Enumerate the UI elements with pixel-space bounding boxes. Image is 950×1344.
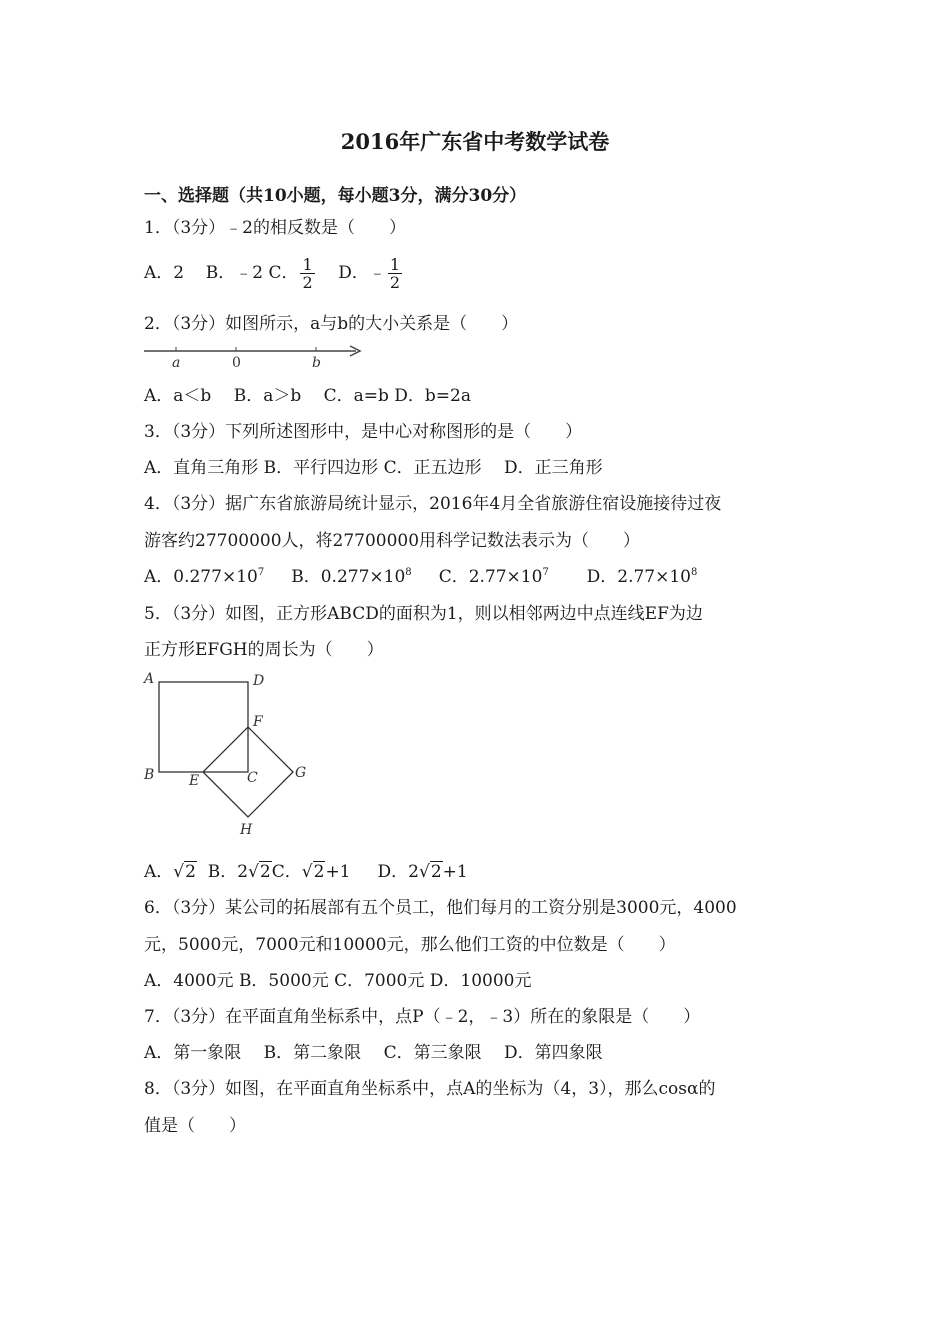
q5-option-c-label: C． (271, 862, 302, 882)
q2-stem: 2．（3分）如图所示，a与b的大小关系是（ ） (144, 314, 519, 334)
label-F: F (253, 714, 263, 730)
sqrt-symbol: √2 (173, 862, 196, 882)
q4-options (144, 566, 697, 588)
q4-option-c (439, 566, 549, 588)
fraction-numerator: 1 (389, 255, 401, 274)
q4-option-d-exponent: 8 (691, 567, 698, 578)
q1-option-a: A．2 (144, 263, 185, 283)
section-heading: 一、选择题（共10小题，每小题3分，满分30分） (144, 186, 527, 206)
q6-stem-line1: 6．（3分）某公司的拓展部有五个员工，他们每月的工资分别是3000元，4000 (144, 898, 737, 918)
q5-options (144, 861, 468, 883)
q1-option-d-fraction (388, 256, 402, 291)
q4-option-d (587, 566, 698, 588)
q3-stem: 3．（3分）下列所述图形中，是中心对称图形的是（ ） (144, 422, 583, 442)
sqrt-symbol: √2 (418, 862, 442, 882)
fraction-numerator: 1 (302, 255, 313, 274)
q5-option-d-suffix: +1 (442, 862, 468, 882)
q5-stem-line2: 正方形EFGH的周长为（ ） (144, 640, 384, 660)
q4-option-a-exponent: 7 (257, 567, 265, 578)
sqrt-symbol: √2 (301, 862, 325, 882)
square-abcd (159, 682, 248, 772)
label-b: b (312, 355, 321, 371)
square-figure (140, 668, 320, 840)
radicand: 2 (185, 862, 196, 882)
q5-option-b (208, 861, 272, 883)
q3-options: A．直角三角形 B．平行四边形 C．正五边形 D．正三角形 (144, 458, 603, 478)
q5-option-d-label: D．2 (377, 862, 419, 882)
q4-option-d-base: D．2.77×10 (586, 567, 691, 587)
radicand: 2 (313, 862, 325, 882)
radicand: 2 (259, 862, 271, 882)
label-C: C (247, 770, 258, 786)
q5-option-a (144, 861, 197, 883)
q1-option-c-label: C． (268, 263, 299, 283)
q5-option-d (378, 861, 468, 883)
label-a: a (172, 355, 181, 371)
q2-options: A．a＜b B．a＞b C．a=b D．b=2a (144, 386, 471, 406)
label-G: G (295, 765, 307, 781)
q5-option-c-suffix: +1 (325, 862, 351, 882)
q1-stem: 1．（3分）﹣2的相反数是（ ） (144, 218, 406, 238)
q4-option-c-base: C．2.77×10 (438, 567, 543, 587)
q8-stem-line1: 8．（3分）如图，在平面直角坐标系中，点A的坐标为（4，3），那么cosα的 (144, 1079, 716, 1099)
q5-stem-line1: 5．（3分）如图，正方形ABCD的面积为1，则以相邻两边中点连线EF为边 (144, 604, 703, 624)
sqrt-symbol: √2 (248, 862, 271, 882)
q4-option-b-base: B．0.277×10 (291, 567, 406, 587)
q4-stem-line2: 游客约27700000人，将27700000用科学记数法表示为（ ） (144, 531, 641, 551)
q5-option-a-label: A． (144, 862, 174, 882)
q8-stem-line2: 值是（ ） (144, 1116, 246, 1136)
q4-option-a (144, 566, 264, 588)
radicand: 2 (430, 862, 442, 882)
label-D: D (253, 673, 265, 689)
q4-option-b-exponent: 8 (405, 567, 412, 578)
label-B: B (144, 767, 155, 783)
label-zero: 0 (232, 355, 241, 371)
q1-option-d (338, 256, 404, 291)
q4-option-a-base: A．0.277×10 (144, 567, 258, 587)
q7-stem: 7．（3分）在平面直角坐标系中，点P（﹣2，﹣3）所在的象限是（ ） (144, 1007, 701, 1027)
q1-option-d-label: D．﹣ (338, 263, 386, 283)
q1-option-c (268, 256, 316, 291)
fraction-denominator: 2 (302, 273, 313, 292)
q4-option-c-exponent: 7 (542, 567, 549, 578)
q4-option-b (291, 566, 411, 588)
q6-stem-line2: 元，5000元，7000元和10000元，那么他们工资的中位数是（ ） (144, 935, 676, 955)
q1-option-c-fraction (300, 256, 314, 291)
q4-stem-line1: 4．（3分）据广东省旅游局统计显示，2016年4月全省旅游住宿设施接待过夜 (144, 494, 722, 514)
q1-options (144, 256, 404, 291)
label-E: E (189, 773, 200, 789)
number-line-figure (140, 341, 370, 371)
q6-options: A．4000元 B．5000元 C．7000元 D．10000元 (144, 971, 532, 991)
page-title: 2016年广东省中考数学试卷 (340, 129, 610, 154)
q1-option-b: B．﹣2 (205, 263, 264, 283)
label-A: A (144, 671, 155, 687)
label-H: H (240, 822, 253, 838)
q7-options: A．第一象限 B．第二象限 C．第三象限 D．第四象限 (144, 1043, 603, 1063)
fraction-denominator: 2 (389, 273, 401, 292)
q5-option-c (272, 861, 351, 883)
q5-option-b-label: B．2 (207, 862, 249, 882)
